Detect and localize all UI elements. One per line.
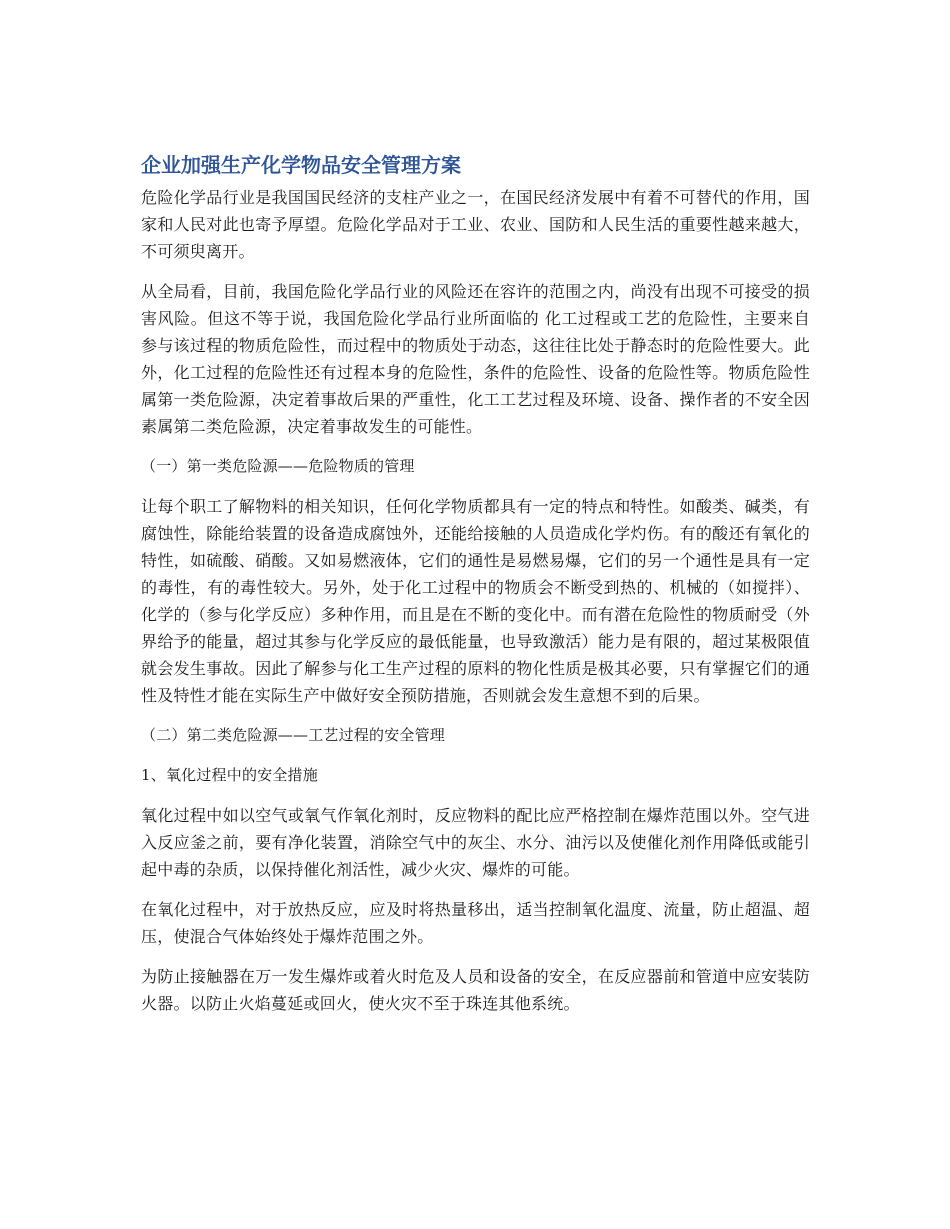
paragraph-oxidation-heat: 在氧化过程中，对于放热反应，应及时将热量移出，适当控制氧化温度、流量，防止超温、超压，使混合气体始终处于爆炸范围之外。 xyxy=(141,900,810,946)
section-heading-hazard-materials: （一）第一类危险源——危险物质的管理 xyxy=(141,457,415,475)
paragraph-materials: 让每个职工了解物料的相关知识，任何化学物质都具有一定的特点和特性。如酸类、碱类，有腐蚀性，除能给装置的设备造成腐蚀外，还能给接触的人员造成化学灼伤。有的酸还有氧化的特性，如硫酸、硝酸。又如易燃液体，它们的通性是易燃易爆，它们的另一个通性是具有一定的毒性，有的毒性较大。另外，处于化工过程中的物质会不断受到热的、机械的（如搅拌）、化学的（参与化学反应）多种作用，而且是在不断的变化中。而有潜在危险性的物质耐受（外界给予的能量，超过其参与化学反应的最低能量，也导致激活）能力是有限的，超过某极限值就会发生事故。因此了解参与化工生产过程的原料的物化性质是极其必要，只有掌握它们的通性及特性才能在实际生产中做好安全预防措施，否则就会发生意想不到的后果。 xyxy=(141,497,810,705)
paragraph-intro: 危险化学品行业是我国国民经济的支柱产业之一，在国民经济发展中有着不可替代的作用，国家和人民对此也寄予厚望。危险化学品对于工业、农业、国防和人民生活的重要性越来越大，不可须臾离开。 xyxy=(141,188,810,261)
paragraph-overview: 从全局看，目前，我国危险化学品行业的风险还在容许的范围之内，尚没有出现不可接受的损害风险。但这不等于说，我国危险化学品行业所面临的 化工过程或工艺的危险性，主要来自参与该过程的物质危险性，而过程中的物质处于动态，这往往比处于静态时的危险性要大。此外，化工过程的危险性还有过程本身的危险性，条件的危险性、设备的危险性等。物质危险性属第一类危险源，决定着事故后果的严重性，化工工艺过程及环境、设备、操作者的不安全因素属第二类危险源，决定着事故发生的可能性。 xyxy=(141,282,810,436)
section-heading-process-safety: （二）第二类危险源——工艺过程的安全管理 xyxy=(141,726,446,744)
document-title: 企业加强生产化学物品安全管理方案 xyxy=(141,153,461,177)
subsection-heading-oxidation: 1、氧化过程中的安全措施 xyxy=(141,766,318,784)
paragraph-oxidation-ratio: 氧化过程中如以空气或氧气作氧化剂时，反应物料的配比应严格控制在爆炸范围以外。空气进入反应釜之前，要有净化装置，消除空气中的灰尘、水分、油污以及使催化剂作用降低或能引起中毒的杂质，以保持催化剂活性，减少火灾、爆炸的可能。 xyxy=(141,806,810,879)
paragraph-flame-arrester: 为防止接触器在万一发生爆炸或着火时危及人员和设备的安全，在反应器前和管道中应安装防火器。以防止火焰蔓延或回火，使火灾不至于珠连其他系统。 xyxy=(141,967,810,1013)
